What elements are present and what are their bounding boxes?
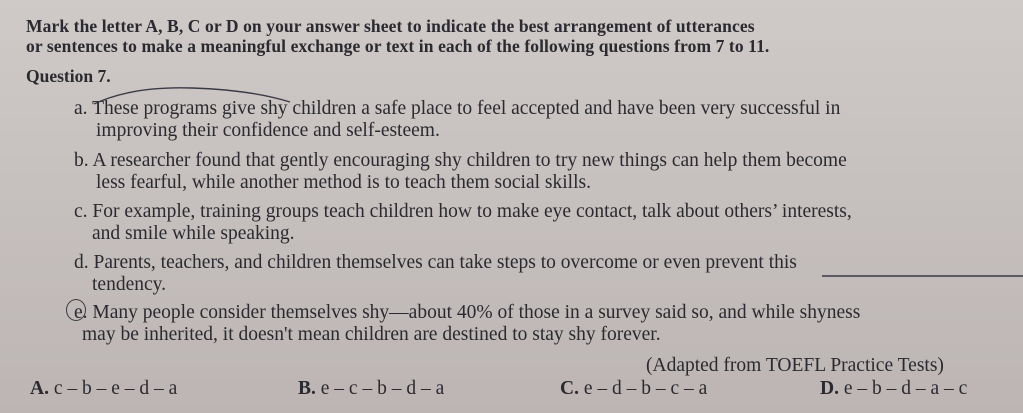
instruction-line-2: or sentences to make a meaningful exchange or text in each of the following questions from 7 to 11. (26, 36, 770, 56)
option-a[interactable] (30, 378, 177, 400)
option-letter: A. (30, 378, 49, 399)
option-text: c – b – e – d – a (53, 378, 178, 399)
item-text-line-1: These programs give shy children a safe place to feel accepted and have been very successful in (92, 98, 841, 119)
item-d (74, 252, 797, 296)
pen-circle-mark (66, 299, 86, 321)
item-text-line-2: and smile while speaking. (92, 223, 295, 244)
option-letter: B. (298, 378, 316, 399)
item-label: b. (74, 150, 89, 171)
item-text-line-2: tendency. (92, 274, 166, 295)
source-citation: (Adapted from TOEFL Practice Tests) (646, 355, 944, 376)
item-text-line-2: improving their confidence and self-esteem. (96, 120, 440, 141)
option-d[interactable] (820, 378, 967, 400)
option-text: e – c – b – d – a (320, 378, 445, 399)
item-label: d. (74, 252, 89, 273)
option-c[interactable] (560, 378, 707, 400)
option-letter: C. (560, 378, 579, 399)
item-text-line-1: A researcher found that gently encouraging shy children to try new things can help them become (92, 150, 847, 171)
option-letter: D. (820, 378, 839, 399)
item-label: e. (74, 302, 88, 323)
option-text: e – b – d – a – c (843, 378, 968, 399)
question-title: Question 7. (26, 66, 111, 86)
item-text-line-1: Many people consider themselves shy—about 40% of those in a survey said so, and while shyness (92, 302, 861, 323)
instructions (26, 16, 1001, 56)
item-c (74, 201, 852, 245)
item-b (74, 150, 847, 194)
item-a (74, 98, 840, 142)
option-text: e – d – b – c – a (583, 378, 708, 399)
instruction-line-1: Mark the letter A, B, C or D on your answer sheet to indicate the best arrangement of utterances (26, 16, 755, 36)
item-text-line-1: For example, training groups teach children how to make eye contact, talk about others’ interests, (92, 201, 852, 222)
item-text-line-1: Parents, teachers, and children themselves can take steps to overcome or even prevent this (93, 252, 797, 273)
item-text-line-2: less fearful, while another method is to teach them social skills. (96, 172, 591, 193)
item-text-line-2: may be inherited, it doesn't mean children are destined to stay shy forever. (82, 324, 661, 345)
item-label: c. (74, 201, 88, 222)
item-e (74, 302, 860, 346)
pen-curve-mark (92, 84, 292, 106)
option-b[interactable] (298, 378, 444, 400)
pen-underline-mark (822, 274, 1023, 278)
item-label: a. (74, 98, 88, 119)
